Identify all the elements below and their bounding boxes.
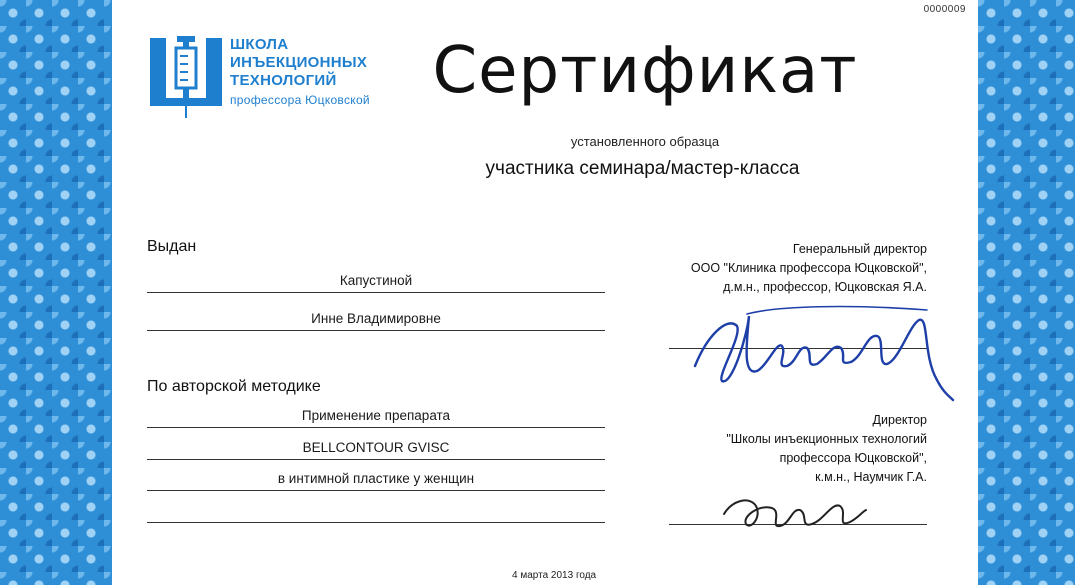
method-line-1: Применение препарата — [147, 405, 605, 428]
serial-number: 0000009 — [923, 4, 966, 15]
director-block — [726, 411, 927, 487]
method-label: По авторской методике — [147, 378, 321, 395]
general-director-person: д.м.н., профессор, Юцковская Я.А. — [723, 280, 927, 294]
certificate-subtitle: установленного образца — [570, 134, 720, 149]
logo-text-line-4: профессора Юцковской — [230, 93, 370, 107]
director-org-line-1: "Школы инъекционных технологий — [726, 432, 927, 446]
signature-director — [720, 488, 870, 538]
certificate-type: участника семинара/мастер-класса — [485, 158, 800, 179]
certificate-body — [112, 0, 978, 585]
director-person: к.м.н., Наумчик Г.А. — [815, 470, 927, 484]
general-director-role: Генеральный директор — [792, 242, 927, 256]
decorative-border-right — [978, 0, 1075, 585]
issued-label: Выдан — [147, 238, 197, 255]
recipient-name: Инне Владимировне — [147, 308, 605, 331]
decorative-border-left — [0, 0, 112, 585]
general-director-org: ООО "Клиника профессора Юцковской", — [690, 261, 927, 275]
signature-general-director — [687, 296, 957, 406]
method-line-2: BELLCONTOUR GVISC — [147, 437, 605, 460]
logo-text-line-1: ШКОЛА — [230, 36, 289, 53]
method-line-3: в интимной пластике у женщин — [147, 468, 605, 491]
recipient-surname: Капустиной — [147, 270, 605, 293]
director-role: Директор — [872, 413, 927, 427]
director-org-line-2: профессора Юцковской", — [779, 451, 927, 465]
certificate-title: Сертификат — [432, 34, 858, 108]
issue-date: 4 марта 2013 года — [512, 570, 597, 581]
logo-text-line-2: ИНЪЕКЦИОННЫХ — [230, 54, 368, 71]
logo-text-line-3: ТЕХНОЛОГИЙ — [230, 72, 337, 89]
general-director-block — [691, 240, 927, 297]
method-line-4 — [147, 500, 605, 523]
